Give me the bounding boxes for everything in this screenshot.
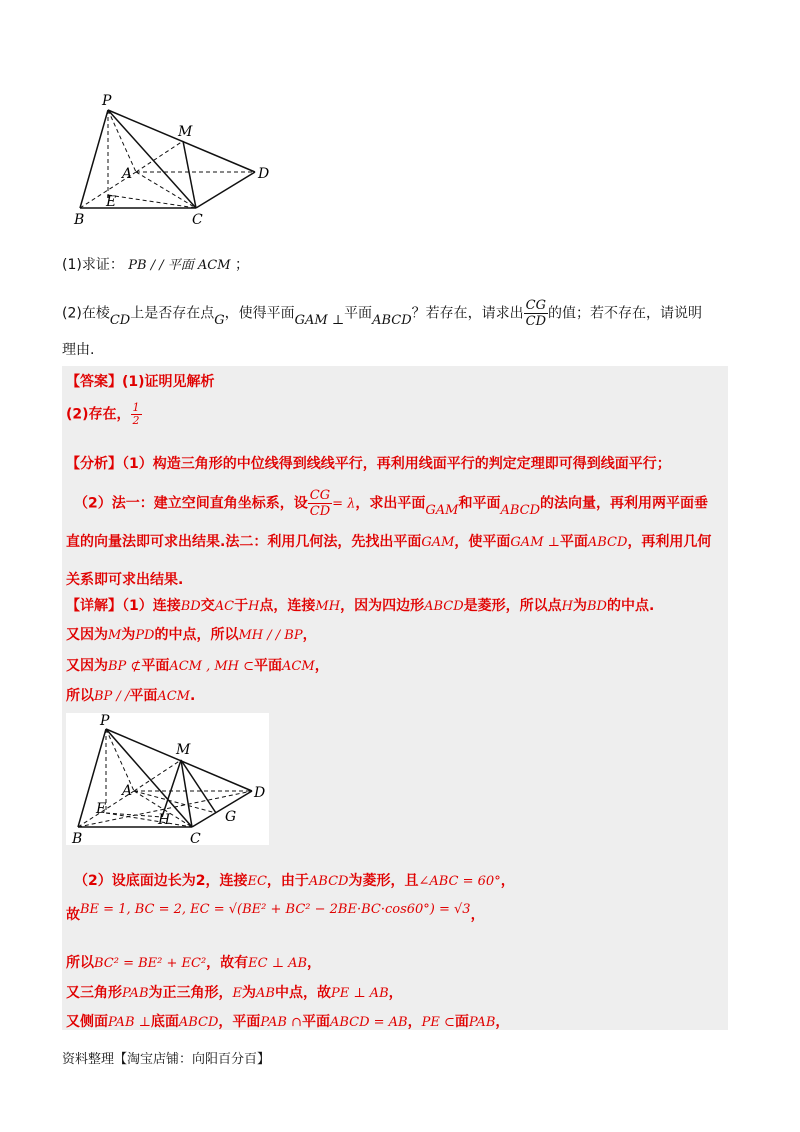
label-p: P xyxy=(100,713,110,729)
frac-num: CG xyxy=(524,298,548,314)
analysis-math: GAM xyxy=(425,502,459,518)
detail-math: BD xyxy=(586,599,607,614)
detail-math: PD xyxy=(135,628,155,643)
solution-math: EC ⊥ AB xyxy=(248,956,308,971)
frac-den: CD xyxy=(525,314,546,329)
solution-text: 底面 xyxy=(150,1014,179,1030)
label-b: B xyxy=(74,212,85,228)
label-g: G xyxy=(225,809,237,825)
solution-text: （2）设底面边长为2，连接 xyxy=(74,873,248,889)
detail-text: 的中点. xyxy=(606,598,655,614)
solution-math: BE = 1, BC = 2, EC = √(BE² + BC² − 2BE·BC·cos60°) = √3 xyxy=(80,902,471,917)
label-d: D xyxy=(258,166,270,182)
analysis-text: 平面 xyxy=(559,534,588,550)
detail-math: ACM , MH ⊂ xyxy=(169,659,255,674)
q2-text: 平面 xyxy=(344,305,373,322)
solution-text: 又侧面 xyxy=(66,1014,108,1030)
analysis-text: （2）法一：建立空间直角坐标系，设 xyxy=(74,495,308,512)
q1-math: PB / / 平面 ACM xyxy=(128,258,231,273)
analysis-line-2 xyxy=(74,488,708,519)
solution-line-1 xyxy=(74,871,515,892)
q2-math: GAM ⊥ xyxy=(294,312,345,328)
solution-math: PAB ⊥ xyxy=(108,1015,151,1030)
pyramid-figure-1 xyxy=(70,90,280,230)
q2-math: CD xyxy=(109,312,131,328)
detail-line-4 xyxy=(66,686,195,707)
q2-text: 的值；若不存在，请说明 xyxy=(548,305,702,322)
analysis-text: 的法向量，再利用两平面垂 xyxy=(540,495,709,512)
label-c: C xyxy=(192,212,203,228)
q1-prefix: (1)求证： xyxy=(62,257,124,273)
solution-text: ，由于 xyxy=(266,873,309,889)
q2-fraction xyxy=(524,298,548,329)
label-d: D xyxy=(254,785,266,801)
answer-text: (2)存在， xyxy=(66,406,131,423)
answer-label xyxy=(66,372,215,392)
answer-fraction xyxy=(131,402,142,427)
detail-math: ABCD xyxy=(424,599,464,614)
solution-math: EC xyxy=(247,874,267,889)
q2-text: ？若存在，请求出 xyxy=(411,305,524,322)
detail-text: 交 xyxy=(200,598,215,614)
detail-math: M xyxy=(108,628,122,643)
detail-text: 所以 xyxy=(66,688,94,704)
pyramid-figure-2 xyxy=(66,713,269,845)
detail-text: 平面 xyxy=(254,658,283,674)
solution-text: ，平面 xyxy=(218,1014,261,1030)
detail-line-3 xyxy=(66,656,329,677)
q1-end: ； xyxy=(235,257,249,273)
detail-text: . xyxy=(189,688,196,704)
solution-text: ， xyxy=(407,1014,422,1030)
frac-den: 2 xyxy=(132,414,140,427)
analysis-math: ABCD xyxy=(500,502,541,518)
solution-text: 为菱形，且 xyxy=(348,873,419,889)
detail-line-1 xyxy=(66,596,654,617)
solution-text: 中点，故 xyxy=(274,985,331,1001)
detail-math: BD xyxy=(180,599,201,614)
detail-text: ， xyxy=(314,658,329,674)
detail-math: AC xyxy=(214,599,235,614)
answer-text: 【答案】(1)证明见解析 xyxy=(66,374,215,390)
detail-math: H xyxy=(248,599,260,614)
solution-text: 面 xyxy=(454,1014,469,1030)
label-m: M xyxy=(176,742,191,758)
solution-math: PE ⊂ xyxy=(421,1015,455,1030)
question-2-line2 xyxy=(62,340,94,360)
frac-num: CG xyxy=(308,488,332,504)
solution-text: 又三角形 xyxy=(66,985,122,1001)
question-2 xyxy=(62,298,702,329)
frac-den: CD xyxy=(309,504,331,519)
solution-math: PAB xyxy=(122,986,149,1001)
page-footer xyxy=(62,1048,270,1067)
analysis-math: GAM ⊥ xyxy=(510,535,560,550)
detail-text: 的中点，所以 xyxy=(154,627,239,643)
label-e: E xyxy=(106,194,117,210)
frac-num: 1 xyxy=(132,401,140,414)
label-b: B xyxy=(72,831,83,845)
detail-text: 又因为 xyxy=(66,658,108,674)
detail-math: BP / / xyxy=(94,689,130,704)
detail-math: BP ⊄ xyxy=(108,659,142,674)
solution-math: ABCD xyxy=(178,1015,219,1030)
detail-math: MH / / BP xyxy=(238,628,303,643)
detail-math: ACM xyxy=(282,659,315,674)
analysis-text: 直的向量法即可求出结果.法二：利用几何法，先找出平面 xyxy=(66,534,422,550)
solution-text: ， xyxy=(470,907,485,923)
footer-text: 资料整理【淘宝店铺：向阳百分百】 xyxy=(62,1052,271,1067)
solution-text: 平面 xyxy=(301,1014,330,1030)
solution-text: ， xyxy=(495,1014,510,1030)
analysis-line-4 xyxy=(66,570,183,590)
label-h: H xyxy=(158,812,171,828)
solution-math: ABCD = AB xyxy=(329,1015,408,1030)
solution-text: ， xyxy=(500,873,515,889)
detail-text: 平面 xyxy=(129,688,158,704)
detail-math: ACM xyxy=(157,689,190,704)
solution-text: ， xyxy=(307,955,322,971)
answer-2 xyxy=(66,402,142,427)
analysis-line-3 xyxy=(66,532,711,553)
solution-math: PE ⊥ AB xyxy=(330,986,389,1001)
solution-text: ， xyxy=(388,985,403,1001)
label-c: C xyxy=(190,831,201,845)
solution-math: ∠ABC = 60° xyxy=(418,874,501,889)
detail-text: 于 xyxy=(234,598,249,614)
analysis-fraction xyxy=(308,488,332,519)
detail-text: 为 xyxy=(572,598,587,614)
label-m: M xyxy=(178,124,193,140)
analysis-text: 关系即可求出结果. xyxy=(66,572,184,588)
solution-line-5 xyxy=(66,1012,509,1033)
analysis-text: 【分析】（1）构造三角形的中位线得到线线平行，再利用线面平行的判定定理即可得到线面平行； xyxy=(66,456,671,472)
q2-text: ，使得平面 xyxy=(224,305,295,322)
label-e: E xyxy=(96,801,107,817)
analysis-math: GAM xyxy=(421,535,455,550)
detail-text: 平面 xyxy=(141,658,170,674)
solution-math: AB xyxy=(256,986,275,1001)
detail-text: ，因为四边形 xyxy=(340,598,425,614)
detail-text: ， xyxy=(302,627,317,643)
q2-math: G xyxy=(214,312,225,328)
q2-text: (2)在棱 xyxy=(62,305,110,322)
label-a: A xyxy=(122,166,133,182)
label-p: P xyxy=(102,93,112,109)
solution-math: PAB xyxy=(468,1015,496,1030)
solution-line-3 xyxy=(66,953,321,974)
analysis-line-1 xyxy=(66,454,671,474)
analysis-math: ABCD xyxy=(587,535,628,550)
solution-line-2 xyxy=(66,902,485,926)
detail-line-2 xyxy=(66,625,317,646)
solution-line-4 xyxy=(66,983,403,1004)
solution-math: PAB ∩ xyxy=(260,1015,302,1030)
solution-math: BC² = BE² + EC² xyxy=(94,956,207,971)
analysis-math: = λ xyxy=(332,496,356,512)
detail-text: 【详解】（1）连接 xyxy=(66,598,181,614)
detail-math: H xyxy=(561,599,573,614)
solution-text: 故 xyxy=(66,907,80,923)
solution-math: ABCD xyxy=(308,874,349,889)
detail-text: 又因为 xyxy=(66,627,108,643)
solution-text: ，故有 xyxy=(206,955,249,971)
question-1 xyxy=(62,255,249,276)
q2-math: ABCD xyxy=(372,312,412,328)
detail-math: MH xyxy=(315,599,341,614)
analysis-text: ，求出平面 xyxy=(355,495,426,512)
q2-text: 上是否存在点 xyxy=(130,305,215,322)
analysis-text: 和平面 xyxy=(458,495,501,512)
solution-math: E xyxy=(232,986,242,1001)
q2-text: 理由. xyxy=(62,342,95,358)
detail-text: 点，连接 xyxy=(259,598,316,614)
solution-text: 为 xyxy=(242,985,256,1001)
label-a: A xyxy=(122,783,133,799)
solution-text: 所以 xyxy=(66,955,94,971)
solution-text: 为正三角形， xyxy=(148,985,233,1001)
detail-text: 是菱形，所以点 xyxy=(463,598,562,614)
analysis-text: ，再利用几何 xyxy=(627,534,712,550)
analysis-text: ，使平面 xyxy=(454,534,511,550)
detail-text: 为 xyxy=(121,627,136,643)
